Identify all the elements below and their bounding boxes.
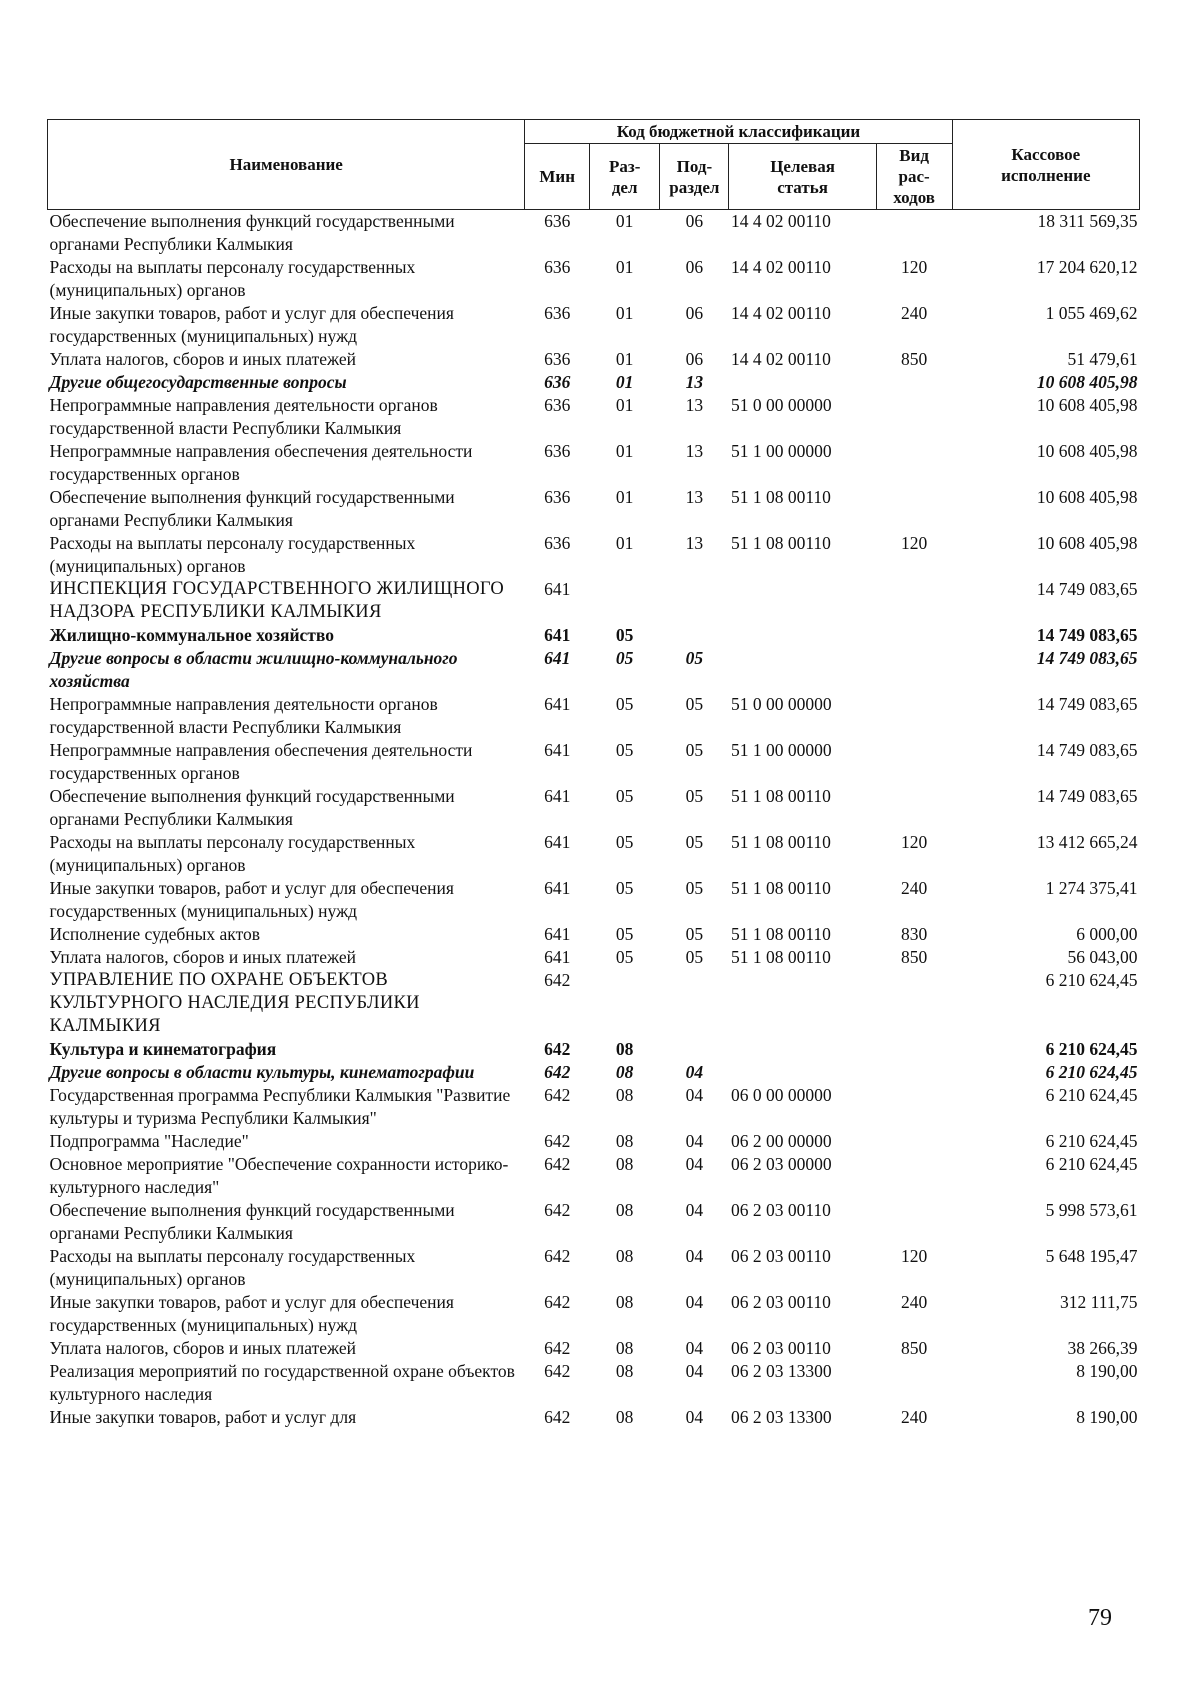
cell-podrazdel: 05 <box>685 878 704 898</box>
table-row <box>48 1153 1140 1199</box>
cell-name: Обеспечение выполнения функций государственными органами Республики Калмыкия <box>49 211 455 254</box>
cell-min: 636 <box>544 349 571 369</box>
cell-name: Жилищно-коммунальное хозяйство <box>49 625 334 645</box>
cell-podrazdel: 13 <box>685 487 704 507</box>
cell-razdel: 05 <box>615 786 634 806</box>
cell-podrazdel: 04 <box>685 1361 704 1381</box>
table-row <box>48 256 1140 302</box>
cell-article: 06 2 03 00110 <box>730 1292 831 1312</box>
cell-vid: 240 <box>901 1407 928 1427</box>
cell-podrazdel: 05 <box>685 786 704 806</box>
cell-min: 636 <box>544 441 571 461</box>
cell-amount: 14 749 083,65 <box>1036 579 1138 599</box>
header-cash-execution-label: Кассовое исполнение <box>1001 144 1091 185</box>
header-name: Наименование <box>48 120 525 210</box>
cell-min: 642 <box>544 1154 571 1174</box>
cell-article: 51 1 00 00000 <box>730 740 832 760</box>
cell-article: 51 1 08 00110 <box>730 878 831 898</box>
table-row <box>48 969 1140 1038</box>
cell-article <box>729 624 876 647</box>
cell-podrazdel: 13 <box>685 395 704 415</box>
cell-name: Расходы на выплаты персоналу государственных (муниципальных) органов <box>49 533 416 576</box>
cell-vid <box>876 1061 952 1084</box>
cell-name: Расходы на выплаты персоналу государственных (муниципальных) органов <box>49 1246 416 1289</box>
cell-amount: 6 210 624,45 <box>1045 1131 1138 1151</box>
cell-razdel: 05 <box>615 832 634 852</box>
cell-min: 642 <box>544 1407 571 1427</box>
cell-amount: 10 608 405,98 <box>1036 372 1138 392</box>
cell-podrazdel: 05 <box>685 832 704 852</box>
table-row <box>48 1337 1140 1360</box>
cell-article: 06 0 00 00000 <box>730 1085 832 1105</box>
cell-article: 14 4 02 00110 <box>730 257 831 277</box>
cell-vid: 850 <box>901 947 928 967</box>
cell-razdel: 08 <box>615 1039 634 1059</box>
cell-razdel: 01 <box>615 211 634 231</box>
table-row <box>48 1360 1140 1406</box>
cell-podrazdel: 04 <box>685 1292 704 1312</box>
cell-article <box>729 371 876 394</box>
cell-razdel: 08 <box>615 1361 634 1381</box>
table-row <box>48 877 1140 923</box>
cell-podrazdel: 06 <box>685 211 704 231</box>
cell-podrazdel <box>660 578 729 624</box>
table-row <box>48 923 1140 946</box>
cell-article: 51 1 08 00110 <box>730 487 831 507</box>
table-row <box>48 578 1140 624</box>
cell-razdel: 05 <box>615 648 634 668</box>
cell-min: 641 <box>544 786 571 806</box>
cell-razdel: 08 <box>615 1062 634 1082</box>
cell-article: 51 1 00 00000 <box>730 441 832 461</box>
cell-min: 642 <box>544 1246 571 1266</box>
cell-article: 51 1 08 00110 <box>730 786 831 806</box>
cell-article <box>729 1038 876 1061</box>
cell-amount: 17 204 620,12 <box>1036 257 1138 277</box>
cell-name: Уплата налогов, сборов и иных платежей <box>49 1338 356 1358</box>
cell-podrazdel <box>660 1038 729 1061</box>
table-row <box>48 210 1140 257</box>
header-min: Мин <box>525 144 590 210</box>
cell-name: УПРАВЛЕНИЕ ПО ОХРАНЕ ОБЪЕКТОВ КУЛЬТУРНОГО НАСЛЕДИЯ РЕСПУБЛИКИ КАЛМЫКИЯ <box>49 970 420 1036</box>
cell-article <box>729 1061 876 1084</box>
cell-razdel: 08 <box>615 1085 634 1105</box>
cell-name: Уплата налогов, сборов и иных платежей <box>49 947 356 967</box>
cell-razdel: 05 <box>615 625 634 645</box>
cell-article: 06 2 03 00110 <box>730 1338 831 1358</box>
cell-article: 06 2 03 00110 <box>730 1246 831 1266</box>
cell-article <box>729 969 876 1038</box>
cell-min: 642 <box>544 1039 571 1059</box>
cell-vid <box>876 210 952 257</box>
table-row <box>48 440 1140 486</box>
cell-amount: 6 210 624,45 <box>1045 1039 1138 1059</box>
cell-vid <box>876 486 952 532</box>
cell-name: Иные закупки товаров, работ и услуг для обеспечения государственных (муниципальных) нужд <box>49 303 454 346</box>
cell-amount: 6 210 624,45 <box>1045 1154 1138 1174</box>
cell-podrazdel: 04 <box>685 1246 704 1266</box>
cell-article: 51 1 08 00110 <box>730 832 831 852</box>
cell-name: Основное мероприятие "Обеспечение сохранности историко-культурного наследия" <box>49 1154 509 1197</box>
table-row <box>48 1084 1140 1130</box>
cell-vid <box>876 693 952 739</box>
cell-razdel: 05 <box>615 924 634 944</box>
cell-min: 641 <box>544 579 571 599</box>
cell-vid <box>876 394 952 440</box>
cell-name: Иные закупки товаров, работ и услуг для обеспечения государственных (муниципальных) нужд <box>49 878 454 921</box>
cell-article: 14 4 02 00110 <box>730 303 831 323</box>
cell-name: Расходы на выплаты персоналу государственных (муниципальных) органов <box>49 832 416 875</box>
table-row <box>48 831 1140 877</box>
cell-amount: 14 749 083,65 <box>1036 648 1138 668</box>
cell-podrazdel: 05 <box>685 648 704 668</box>
cell-amount: 18 311 569,35 <box>1037 211 1138 231</box>
cell-name: Культура и кинематография <box>49 1039 277 1059</box>
cell-razdel: 01 <box>615 441 634 461</box>
cell-amount: 38 266,39 <box>1067 1338 1138 1358</box>
cell-min: 636 <box>544 211 571 231</box>
cell-amount: 8 190,00 <box>1076 1407 1138 1427</box>
table-row <box>48 532 1140 578</box>
cell-min: 636 <box>544 487 571 507</box>
table-body <box>48 210 1140 1430</box>
cell-vid <box>876 785 952 831</box>
cell-amount: 6 210 624,45 <box>1045 1062 1138 1082</box>
cell-amount: 14 749 083,65 <box>1036 625 1138 645</box>
cell-name: Уплата налогов, сборов и иных платежей <box>49 349 356 369</box>
header-cash-execution <box>952 120 1139 210</box>
cell-min: 642 <box>544 1338 571 1358</box>
cell-article <box>729 647 876 693</box>
cell-min: 641 <box>544 740 571 760</box>
cell-min: 642 <box>544 1361 571 1381</box>
cell-amount: 14 749 083,65 <box>1036 694 1138 714</box>
cell-razdel: 01 <box>615 257 634 277</box>
cell-name: Иные закупки товаров, работ и услуг для обеспечения государственных (муниципальных) нужд <box>49 1292 454 1335</box>
cell-razdel: 01 <box>615 303 634 323</box>
cell-vid <box>876 1038 952 1061</box>
cell-podrazdel: 04 <box>685 1200 704 1220</box>
table-row <box>48 1061 1140 1084</box>
cell-amount: 10 608 405,98 <box>1036 533 1138 553</box>
cell-vid: 240 <box>901 1292 928 1312</box>
cell-name: Обеспечение выполнения функций государственными органами Республики Калмыкия <box>49 487 455 530</box>
cell-amount: 312 111,75 <box>1060 1292 1138 1312</box>
cell-razdel: 01 <box>615 372 634 392</box>
cell-article: 51 0 00 00000 <box>730 694 832 714</box>
cell-vid <box>876 1130 952 1153</box>
cell-name: Другие вопросы в области жилищно-коммунального хозяйства <box>49 648 458 691</box>
cell-min: 642 <box>544 1292 571 1312</box>
cell-podrazdel: 04 <box>685 1085 704 1105</box>
cell-amount: 1 055 469,62 <box>1045 303 1138 323</box>
table-row <box>48 1406 1140 1429</box>
cell-min: 642 <box>544 1085 571 1105</box>
cell-article: 06 2 03 13300 <box>730 1361 832 1381</box>
cell-amount: 51 479,61 <box>1067 349 1138 369</box>
cell-min: 641 <box>544 832 571 852</box>
cell-podrazdel: 06 <box>685 349 704 369</box>
cell-amount: 6 210 624,45 <box>1045 970 1138 990</box>
cell-razdel: 08 <box>615 1154 634 1174</box>
cell-amount: 14 749 083,65 <box>1036 740 1138 760</box>
table-header <box>48 120 1140 210</box>
cell-name: ИНСПЕКЦИЯ ГОСУДАРСТВЕННОГО ЖИЛИЩНОГО НАДЗОРА РЕСПУБЛИКИ КАЛМЫКИЯ <box>49 579 505 622</box>
cell-vid <box>876 1199 952 1245</box>
cell-razdel: 01 <box>615 395 634 415</box>
cell-vid <box>876 1084 952 1130</box>
budget-execution-table <box>47 119 1140 1429</box>
header-expense-type-label: Вид рас- ходов <box>893 146 935 207</box>
cell-podrazdel: 13 <box>685 372 704 392</box>
page-number: 79 <box>1088 1605 1112 1631</box>
cell-razdel <box>590 969 660 1038</box>
table-row <box>48 1199 1140 1245</box>
header-podrazdel <box>660 144 729 210</box>
table-row <box>48 348 1140 371</box>
cell-razdel: 08 <box>615 1246 634 1266</box>
header-target-article <box>729 144 876 210</box>
cell-name: Непрограммные направления обеспечения деятельности государственных органов <box>49 441 473 484</box>
table-row <box>48 394 1140 440</box>
cell-vid <box>876 1153 952 1199</box>
cell-vid: 850 <box>901 1338 928 1358</box>
cell-article: 06 2 03 00110 <box>730 1200 831 1220</box>
cell-podrazdel: 05 <box>685 924 704 944</box>
cell-amount: 13 412 665,24 <box>1036 832 1138 852</box>
cell-min: 642 <box>544 1062 571 1082</box>
cell-min: 636 <box>544 303 571 323</box>
cell-min: 641 <box>544 947 571 967</box>
cell-name: Расходы на выплаты персоналу государственных (муниципальных) органов <box>49 257 416 300</box>
cell-razdel: 05 <box>615 947 634 967</box>
cell-razdel: 01 <box>615 533 634 553</box>
cell-vid <box>876 440 952 486</box>
cell-article: 06 2 00 00000 <box>730 1131 832 1151</box>
cell-podrazdel: 13 <box>685 533 704 553</box>
cell-article: 06 2 03 00000 <box>730 1154 832 1174</box>
cell-article <box>729 578 876 624</box>
table-row <box>48 647 1140 693</box>
cell-podrazdel: 04 <box>685 1407 704 1427</box>
cell-amount: 6 000,00 <box>1076 924 1138 944</box>
table-row <box>48 1130 1140 1153</box>
cell-name: Другие вопросы в области культуры, кинематографии <box>49 1062 475 1082</box>
cell-name: Непрограммные направления деятельности органов государственной власти Республики Калмыкия <box>49 694 438 737</box>
cell-razdel: 01 <box>615 487 634 507</box>
cell-amount: 56 043,00 <box>1067 947 1138 967</box>
cell-name: Обеспечение выполнения функций государственными органами Республики Калмыкия <box>49 1200 455 1243</box>
cell-vid <box>876 647 952 693</box>
cell-min: 641 <box>544 694 571 714</box>
cell-min: 641 <box>544 648 571 668</box>
cell-razdel: 08 <box>615 1407 634 1427</box>
cell-article: 51 1 08 00110 <box>730 924 831 944</box>
cell-razdel: 05 <box>615 878 634 898</box>
cell-razdel <box>590 578 660 624</box>
cell-vid <box>876 578 952 624</box>
table-row <box>48 946 1140 969</box>
cell-vid: 120 <box>901 257 928 277</box>
cell-article: 51 1 08 00110 <box>730 533 831 553</box>
table-row <box>48 302 1140 348</box>
table-row <box>48 693 1140 739</box>
cell-razdel: 05 <box>615 740 634 760</box>
cell-podrazdel: 04 <box>685 1154 704 1174</box>
header-budget-code-group: Код бюджетной классификации <box>525 120 952 144</box>
cell-vid <box>876 739 952 785</box>
cell-podrazdel <box>660 969 729 1038</box>
cell-razdel: 01 <box>615 349 634 369</box>
cell-vid: 240 <box>901 878 928 898</box>
cell-article: 51 0 00 00000 <box>730 395 832 415</box>
cell-amount: 6 210 624,45 <box>1045 1085 1138 1105</box>
cell-article: 51 1 08 00110 <box>730 947 831 967</box>
cell-razdel: 08 <box>615 1131 634 1151</box>
header-target-article-label: Целевая статья <box>770 156 835 197</box>
cell-name: Реализация мероприятий по государственной охране объектов культурного наследия <box>49 1361 515 1404</box>
cell-amount: 5 648 195,47 <box>1045 1246 1138 1266</box>
cell-name: Непрограммные направления обеспечения деятельности государственных органов <box>49 740 473 783</box>
cell-podrazdel: 13 <box>685 441 704 461</box>
cell-razdel: 05 <box>615 694 634 714</box>
cell-min: 642 <box>544 970 571 990</box>
cell-min: 636 <box>544 257 571 277</box>
cell-name: Государственная программа Республики Калмыкия "Развитие культуры и туризма Республики Калмыкия" <box>49 1085 511 1128</box>
cell-vid: 240 <box>901 303 928 323</box>
cell-podrazdel: 04 <box>685 1062 704 1082</box>
table-row <box>48 739 1140 785</box>
cell-min: 641 <box>544 924 571 944</box>
cell-vid <box>876 1360 952 1406</box>
table-row <box>48 1038 1140 1061</box>
cell-podrazdel: 04 <box>685 1338 704 1358</box>
cell-amount: 10 608 405,98 <box>1036 395 1138 415</box>
cell-amount: 10 608 405,98 <box>1036 441 1138 461</box>
table-row <box>48 624 1140 647</box>
table-row <box>48 486 1140 532</box>
cell-min: 636 <box>544 395 571 415</box>
cell-vid: 120 <box>901 832 928 852</box>
cell-name: Исполнение судебных актов <box>49 924 261 944</box>
cell-name: Непрограммные направления деятельности органов государственной власти Республики Калмыкия <box>49 395 438 438</box>
cell-razdel: 08 <box>615 1338 634 1358</box>
cell-podrazdel: 06 <box>685 303 704 323</box>
cell-amount: 8 190,00 <box>1076 1361 1138 1381</box>
cell-vid: 830 <box>901 924 928 944</box>
cell-podrazdel: 06 <box>685 257 704 277</box>
cell-razdel: 08 <box>615 1200 634 1220</box>
cell-min: 641 <box>544 878 571 898</box>
cell-vid <box>876 624 952 647</box>
cell-podrazdel: 05 <box>685 740 704 760</box>
cell-vid <box>876 969 952 1038</box>
table-row <box>48 785 1140 831</box>
cell-min: 642 <box>544 1131 571 1151</box>
cell-name: Другие общегосударственные вопросы <box>49 372 347 392</box>
cell-podrazdel: 05 <box>685 947 704 967</box>
cell-article: 14 4 02 00110 <box>730 349 831 369</box>
header-expense-type <box>876 144 952 210</box>
cell-article: 06 2 03 13300 <box>730 1407 832 1427</box>
header-razdel <box>590 144 660 210</box>
cell-min: 636 <box>544 372 571 392</box>
cell-vid <box>876 371 952 394</box>
cell-min: 642 <box>544 1200 571 1220</box>
cell-vid: 120 <box>901 1246 928 1266</box>
cell-name: Обеспечение выполнения функций государственными органами Республики Калмыкия <box>49 786 455 829</box>
cell-min: 641 <box>544 625 571 645</box>
header-podrazdel-label: Под- раздел <box>669 156 720 197</box>
cell-amount: 5 998 573,61 <box>1045 1200 1138 1220</box>
cell-podrazdel: 05 <box>685 694 704 714</box>
header-razdel-label: Раз- дел <box>608 156 641 197</box>
table-row <box>48 371 1140 394</box>
cell-vid: 850 <box>901 349 928 369</box>
cell-amount: 10 608 405,98 <box>1036 487 1138 507</box>
cell-razdel: 08 <box>615 1292 634 1312</box>
cell-amount: 14 749 083,65 <box>1036 786 1138 806</box>
cell-podrazdel: 04 <box>685 1131 704 1151</box>
cell-amount: 1 274 375,41 <box>1045 878 1138 898</box>
cell-vid: 120 <box>901 533 928 553</box>
cell-article: 14 4 02 00110 <box>730 211 831 231</box>
cell-name: Иные закупки товаров, работ и услуг для <box>49 1407 357 1427</box>
cell-name: Подпрограмма "Наследие" <box>49 1131 249 1151</box>
table-row <box>48 1291 1140 1337</box>
cell-min: 636 <box>544 533 571 553</box>
cell-podrazdel <box>660 624 729 647</box>
table-row <box>48 1245 1140 1291</box>
